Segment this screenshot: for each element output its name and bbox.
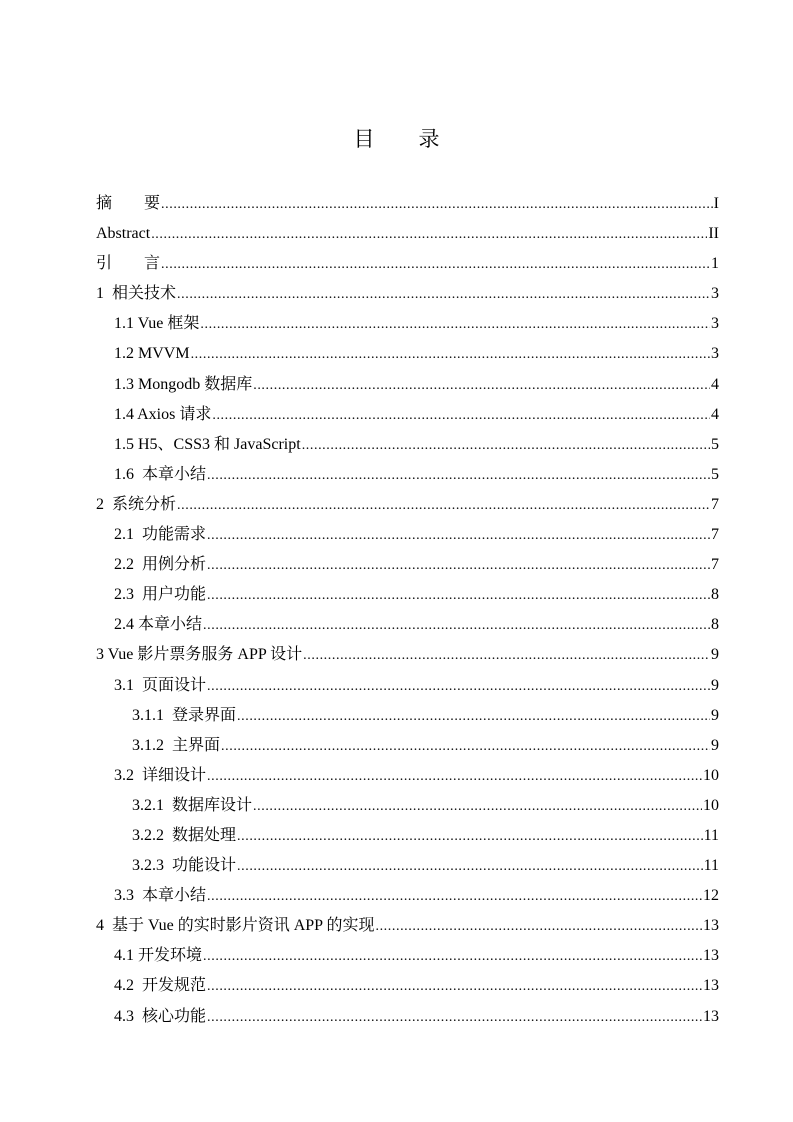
toc-page-number: 13 [703,917,719,935]
toc-page-number: 4 [711,405,719,423]
table-of-contents [96,189,719,1032]
toc-entry[interactable] [96,761,719,791]
toc-page-number: 13 [703,947,719,965]
toc-page-number: 8 [711,616,719,634]
toc-page-number: 8 [711,586,719,604]
toc-entry[interactable] [96,490,719,520]
toc-entry[interactable] [96,550,719,580]
toc-dot-leader [207,882,702,912]
toc-page-number: 12 [703,887,719,905]
toc-entry-label: 3.1.1 登录界面 [132,706,237,724]
toc-page-number: I [713,195,719,212]
title-char-2: 录 [418,127,440,151]
toc-entry-label: 4.3 核心功能 [114,1007,207,1025]
toc-entry-label-char: 言 [144,255,161,273]
toc-dot-leader [221,732,710,762]
toc-dot-leader [237,702,710,732]
toc-dot-leader [207,581,710,611]
toc-page-number: 3 [711,285,719,303]
toc-dot-leader [302,431,710,461]
toc-dot-leader [212,401,710,431]
toc-entry[interactable] [96,189,719,219]
toc-entry[interactable] [96,731,719,761]
toc-entry-label: 2.4 本章小结 [114,616,203,634]
toc-entry[interactable] [96,400,719,430]
toc-entry[interactable] [96,430,719,460]
toc-entry[interactable] [96,339,719,369]
toc-page-number: 3 [711,315,719,333]
toc-page-number: 11 [703,857,719,875]
toc-entry[interactable] [96,580,719,610]
toc-entry-label: 1.2 MVVM [114,345,190,363]
toc-entry-label: 3.2.3 功能设计 [132,857,237,875]
toc-page-number: 4 [711,375,719,393]
toc-page-number: 9 [711,646,719,664]
toc-entry-label: 2.3 用户功能 [114,586,207,604]
toc-entry[interactable] [96,279,719,309]
toc-entry[interactable] [96,941,719,971]
toc-dot-leader [207,551,710,581]
toc-entry-label: 2.1 功能需求 [114,526,207,544]
toc-page-number: 11 [703,826,719,844]
toc-entry-label: 2.2 用例分析 [114,556,207,574]
toc-entry[interactable] [96,249,719,279]
toc-page-number: 13 [703,977,719,995]
title-char-1: 目 [353,127,375,151]
toc-dot-leader [237,822,703,852]
toc-dot-leader [375,912,702,942]
toc-entry-label: 3.1 页面设计 [114,676,207,694]
toc-entry-label-char: 摘 [96,195,113,212]
toc-entry-label-char: 要 [144,195,161,212]
toc-entry-label: 1.1 Vue 框架 [114,315,200,333]
toc-page-number: 9 [711,676,719,694]
toc-entry[interactable] [96,309,719,339]
toc-dot-leader [207,672,710,702]
toc-entry-label: 1 相关技术 [96,285,177,303]
toc-entry[interactable] [96,219,719,249]
toc-page-number: 13 [703,1007,719,1025]
toc-entry-label: 3 Vue 影片票务服务 APP 设计 [96,646,303,664]
toc-dot-leader [191,340,710,370]
toc-entry[interactable] [96,791,719,821]
toc-dot-leader [161,250,710,280]
toc-page-number: 5 [711,465,719,483]
toc-entry[interactable] [96,460,719,490]
toc-entry-label: 4 基于 Vue 的实时影片资讯 APP 的实现 [96,917,375,935]
toc-page-number: 10 [703,796,719,814]
toc-page-number: 7 [711,556,719,574]
toc-dot-leader [207,972,702,1002]
toc-entry-label: Abstract [96,225,151,243]
toc-entry[interactable] [96,1002,719,1032]
toc-dot-leader [303,641,710,671]
page-title [0,124,793,154]
toc-dot-leader [200,310,710,340]
toc-entry[interactable] [96,821,719,851]
toc-page-number: II [708,225,719,243]
toc-entry-label: 3.2.2 数据处理 [132,826,237,844]
toc-dot-leader [207,762,702,792]
toc-entry[interactable] [96,851,719,881]
toc-dot-leader [177,491,710,521]
toc-dot-leader [203,942,702,972]
toc-entry-label: 1.4 Axios 请求 [114,405,212,423]
toc-entry[interactable] [96,911,719,941]
toc-entry[interactable] [96,520,719,550]
toc-dot-leader [203,611,710,641]
toc-entry[interactable] [96,370,719,400]
toc-entry-label: 4.1 开发环境 [114,947,203,965]
toc-dot-leader [253,792,702,822]
toc-entry-label: 3.2 详细设计 [114,766,207,784]
toc-entry-label: 3.2.1 数据库设计 [132,796,253,814]
toc-entry-label: 1.5 H5、CSS3 和 JavaScript [114,435,301,453]
toc-page-number: 7 [711,526,719,544]
toc-dot-leader [207,461,710,491]
toc-dot-leader [151,220,707,250]
toc-entry[interactable] [96,701,719,731]
toc-entry-label: 1.6 本章小结 [114,465,207,483]
toc-dot-leader [161,190,713,220]
toc-entry-label: 1.3 Mongodb 数据库 [114,375,253,393]
toc-entry-label: 4.2 开发规范 [114,977,207,995]
toc-page-number: 1 [711,255,719,273]
toc-page-number: 10 [703,766,719,784]
toc-dot-leader [237,852,703,882]
toc-page-number: 5 [711,435,719,453]
toc-entry-label-char: 引 [96,255,113,273]
toc-page-number: 3 [711,345,719,363]
toc-entry-label: 2 系统分析 [96,495,177,513]
toc-page-number: 9 [711,706,719,724]
toc-entry[interactable] [96,881,719,911]
toc-page-number: 7 [711,495,719,513]
toc-entry-label [96,249,160,279]
toc-entry[interactable] [96,671,719,701]
toc-entry-label: 3.3 本章小结 [114,887,207,905]
toc-entry[interactable] [96,971,719,1001]
toc-entry[interactable] [96,610,719,640]
toc-dot-leader [207,521,710,551]
toc-entry[interactable] [96,640,719,670]
toc-page-number: 9 [711,736,719,754]
toc-dot-leader [253,371,710,401]
toc-dot-leader [207,1003,702,1033]
toc-entry-label: 3.1.2 主界面 [132,736,221,754]
toc-dot-leader [177,280,710,310]
toc-entry-label [96,189,160,219]
